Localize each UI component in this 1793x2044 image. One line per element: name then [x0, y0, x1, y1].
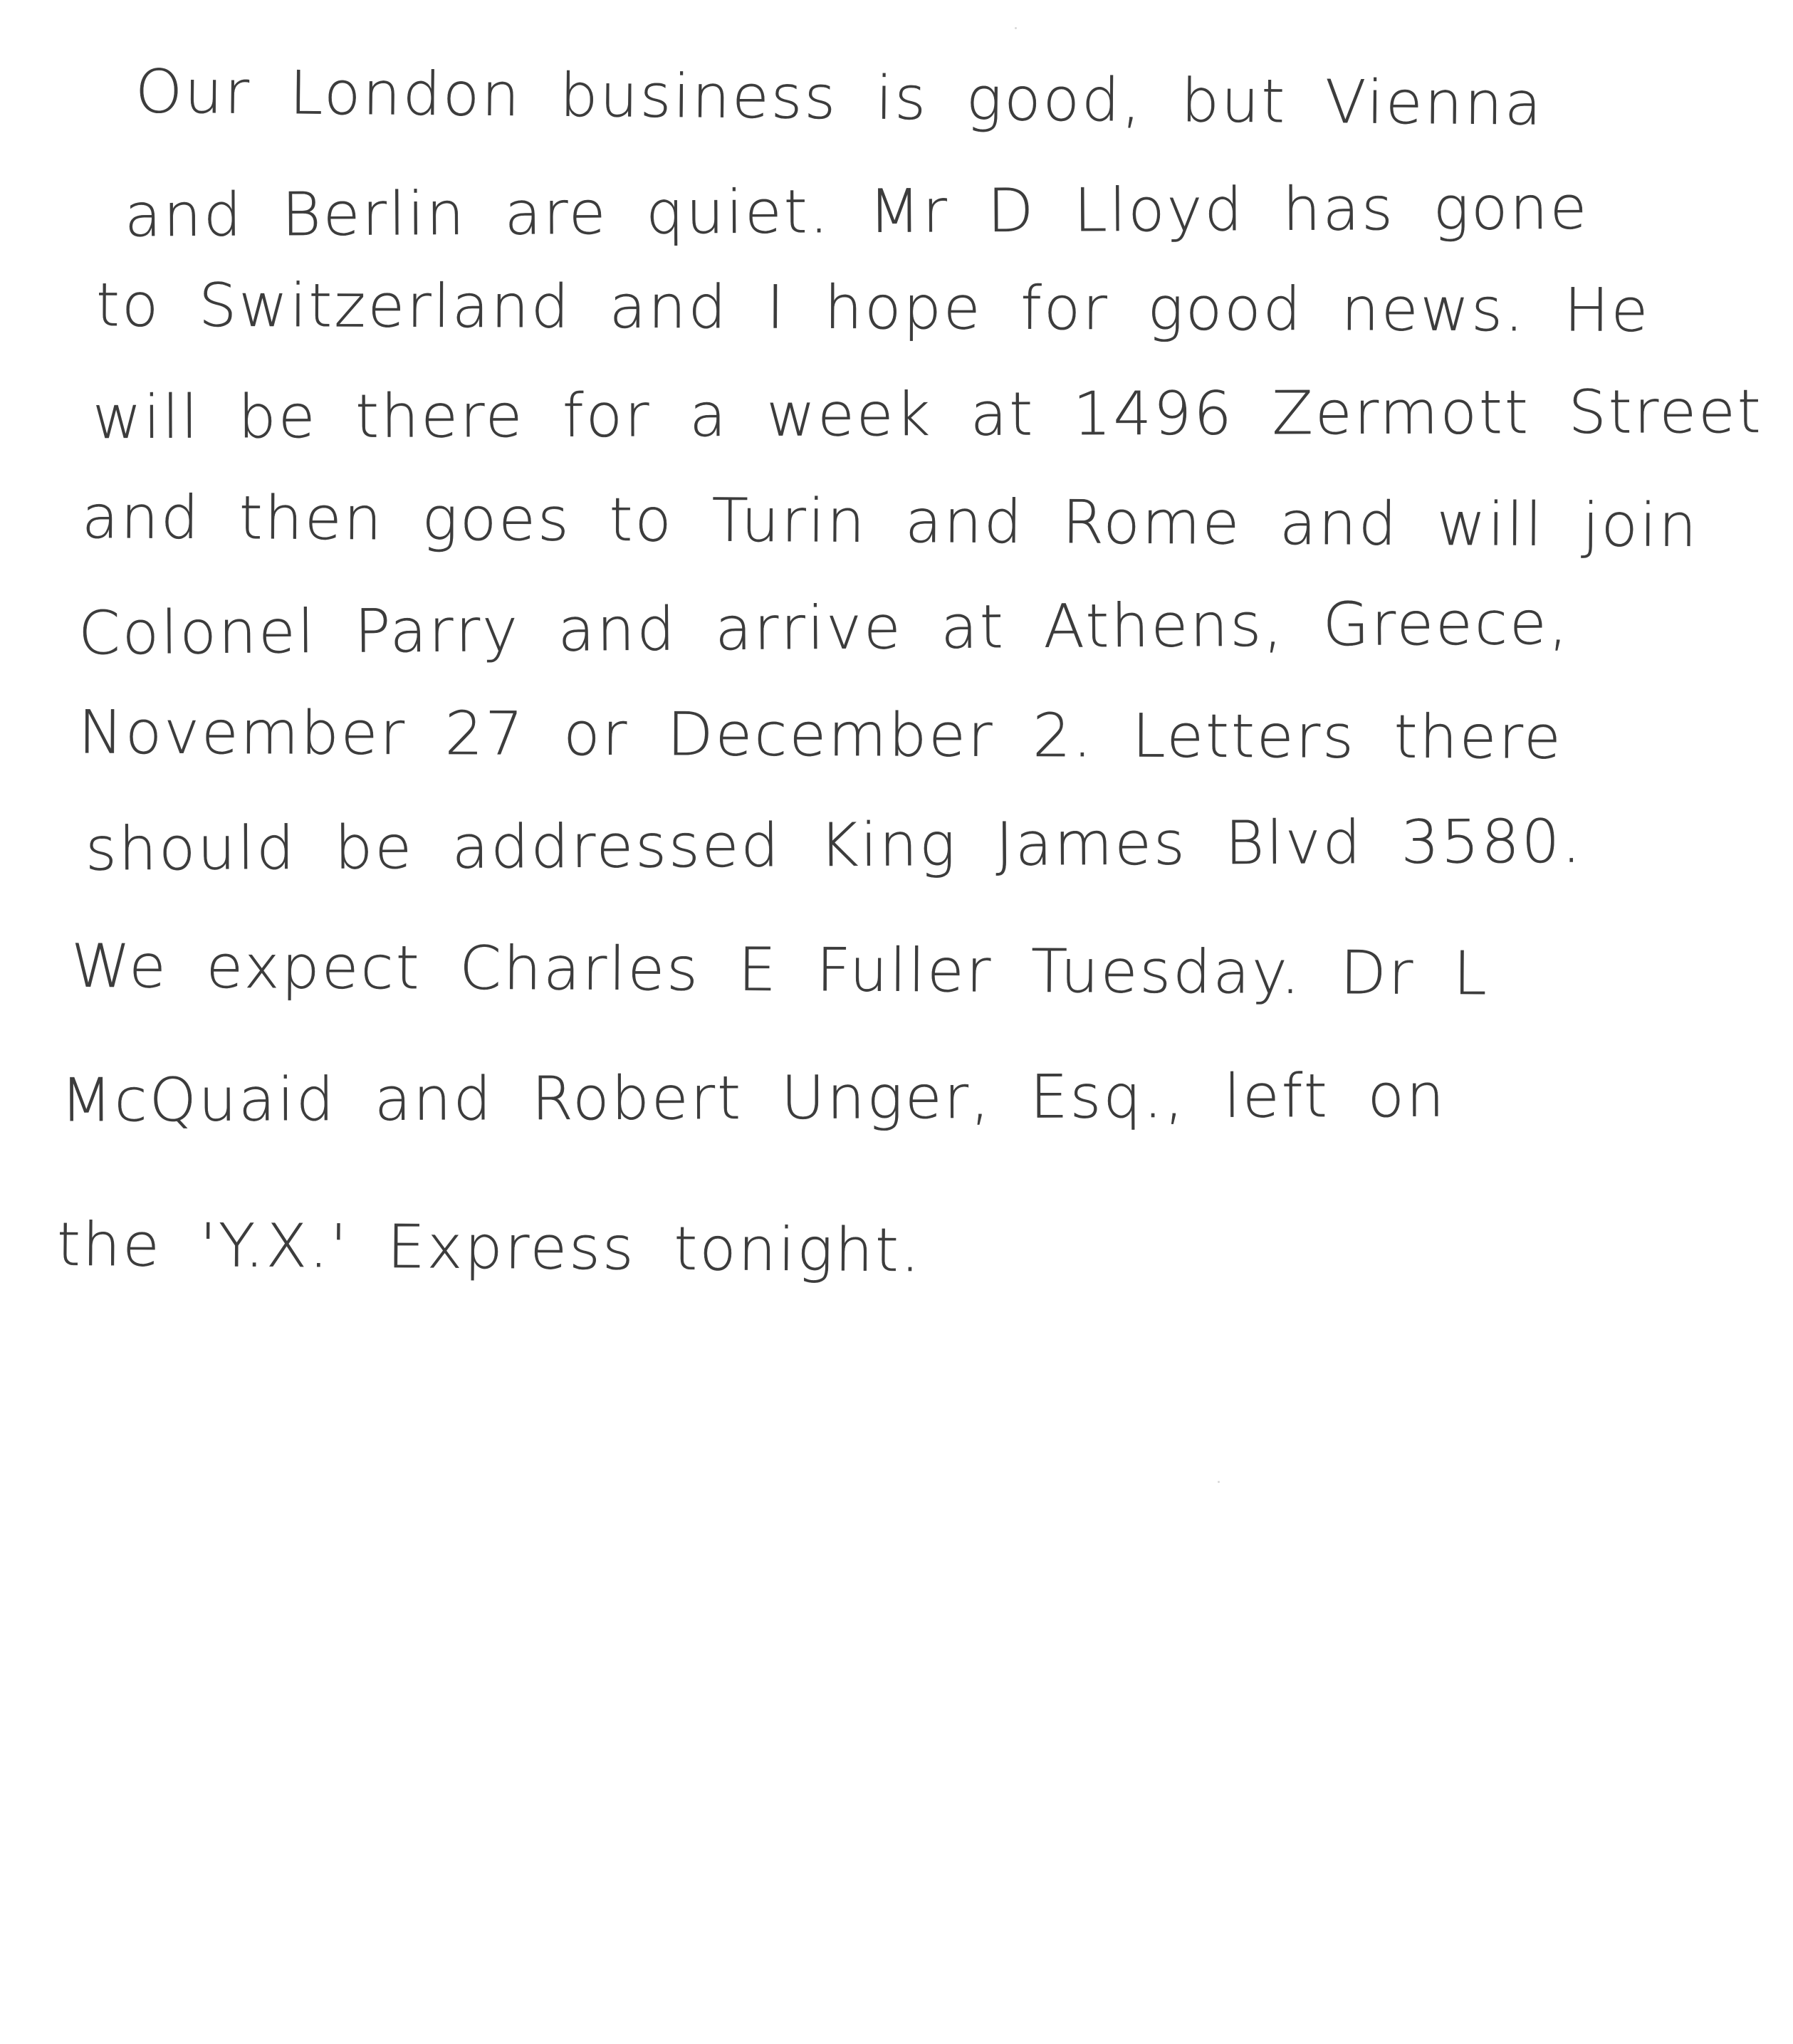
text-line-9: We expect Charles E Fuller Tuesday. Dr L	[70, 931, 1490, 1009]
text-line-5: and then goes to Turin and Rome and will join	[81, 482, 1699, 560]
text-line-2: and Berlin are quiet. Mr D Lloyd has gone	[124, 172, 1589, 251]
paper-speck	[1218, 1481, 1220, 1483]
text-line-11: the 'Y.X.' Express tonight.	[56, 1209, 922, 1286]
text-line-10: McQuaid and Robert Unger, Esq., left on	[60, 1060, 1447, 1136]
paper-speck	[1015, 27, 1017, 29]
text-line-7: November 27 or December 2. Letters there	[78, 697, 1563, 772]
text-line-3: to Switzerland and I hope for good news. He	[95, 270, 1651, 345]
text-line-1: Our London business is good, but Vienna	[135, 56, 1544, 139]
text-line-4: will be there for a week at 1496 Zermott Street	[92, 376, 1763, 453]
text-line-6: Colonel Parry and arrive at Athens, Greece,	[78, 587, 1570, 669]
text-line-8: should be addressed King James Blvd 3580.	[85, 806, 1584, 884]
